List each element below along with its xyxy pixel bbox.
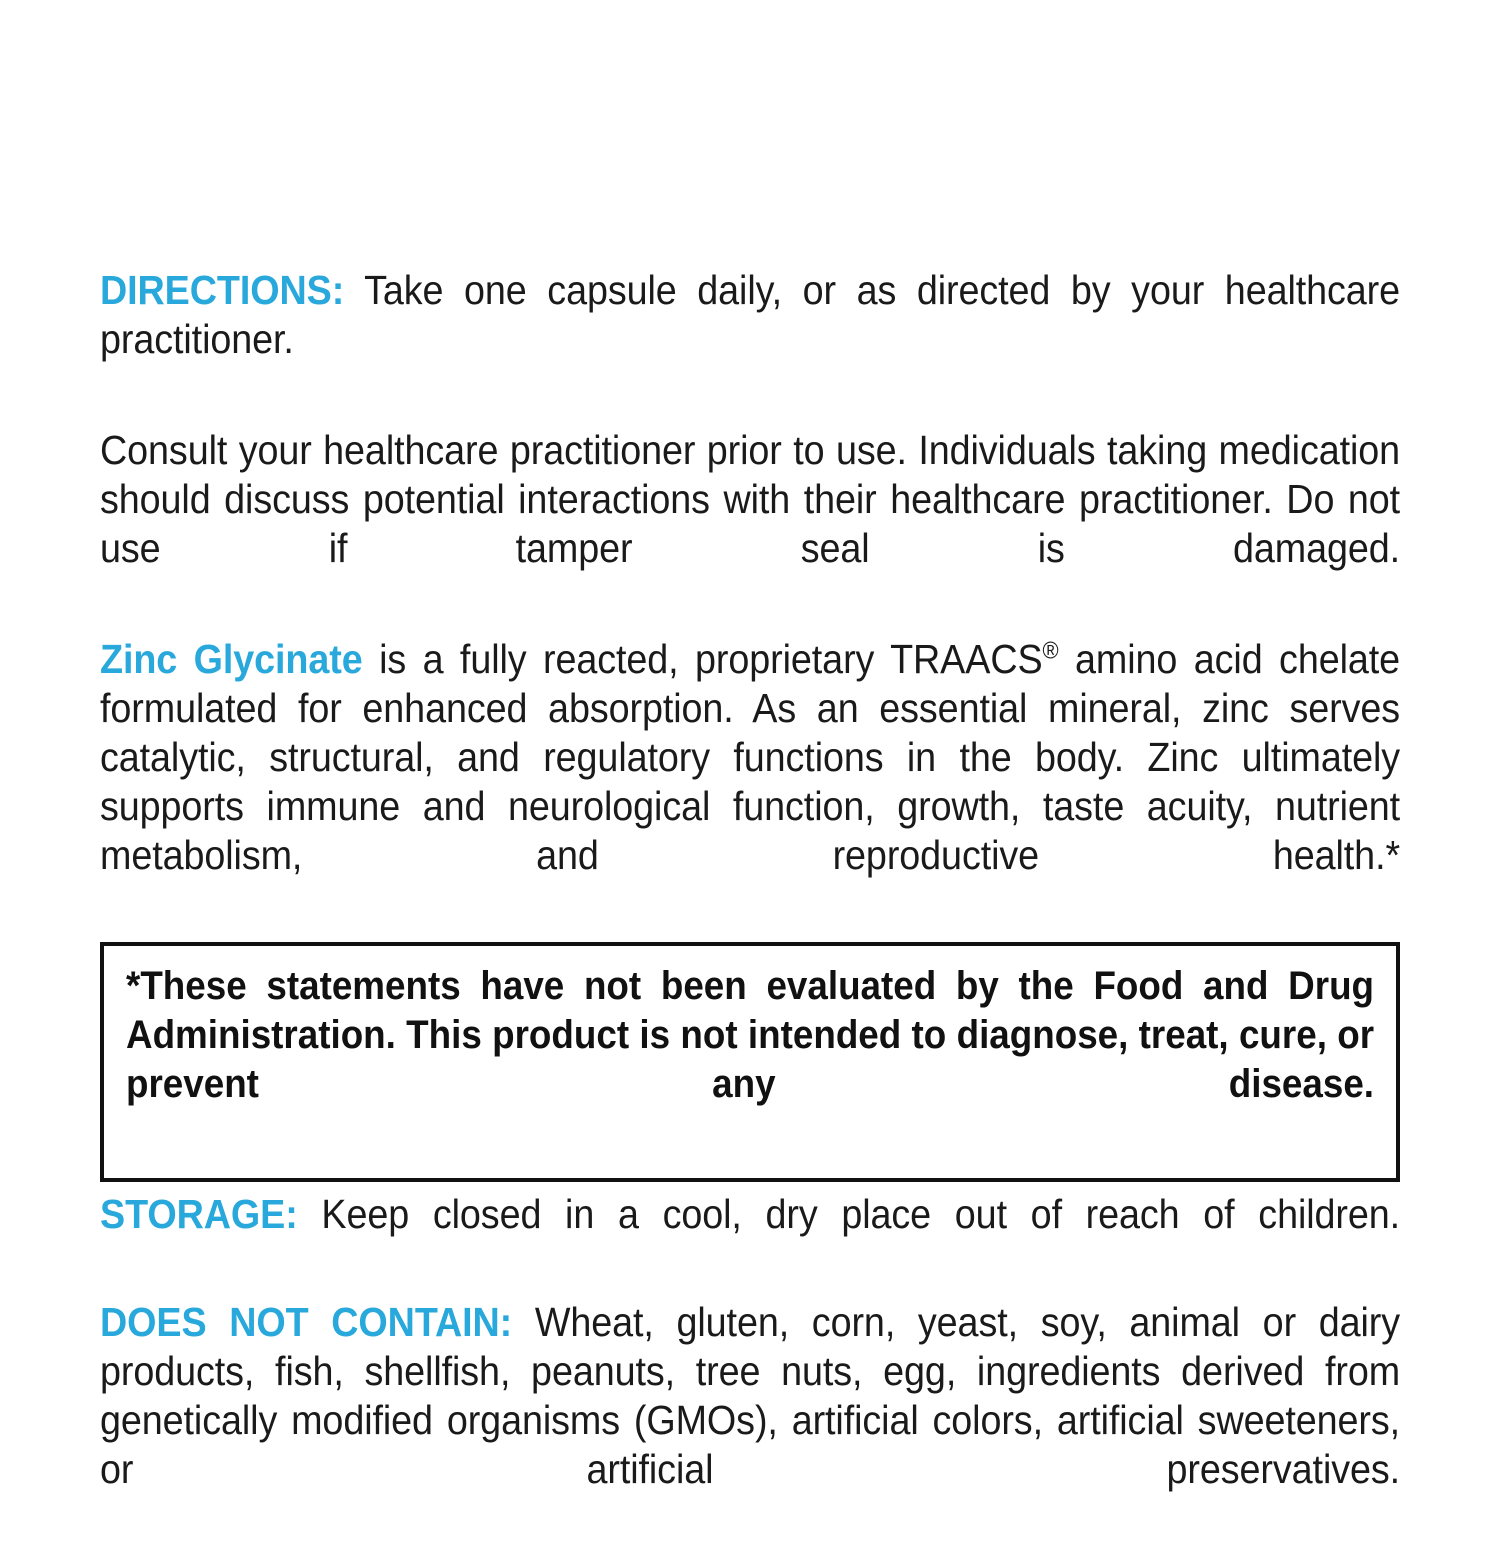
storage-body: Keep closed in a cool, dry place out of reach of children. [321, 1191, 1401, 1237]
ingredient-description-part-2: amino acid chelate formulated for enhanced absorption. As an essential mineral, zinc serves catalytic, structural, and regulatory functions in the body. Zinc ultimately supports immune and neurological function, growth, taste acuity, nutrient metabolism, and reproductive health.* [100, 636, 1401, 878]
does-not-contain-section [100, 1298, 1400, 1543]
does-not-contain-body: Wheat, gluten, corn, yeast, soy, animal or dairy products, fish, shellfish, peanuts, tree nuts, egg, ingredients derived from genetically modified organisms (GMOs), artificial colors, artificial sweeteners, or artificial preservatives. [100, 1299, 1401, 1492]
storage-heading: STORAGE: [100, 1191, 298, 1237]
storage-section [100, 1190, 1400, 1288]
directions-body: Take one capsule daily, or as directed by your healthcare practitioner. [100, 267, 1401, 362]
directions-section [100, 266, 1400, 413]
registered-trademark-icon: ® [1042, 637, 1059, 665]
consult-warning-section [100, 426, 1400, 622]
ingredient-description-part-1: is a fully reacted, proprietary TRAACS [362, 636, 1043, 682]
fda-disclaimer-text: *These statements have not been evaluated by the Food and Drug Administration. This product is not intended to diagnose, treat, cure, or prevent any disease. [126, 964, 1375, 1106]
does-not-contain-heading: DOES NOT CONTAIN: [100, 1299, 513, 1345]
supplement-label-panel [100, 266, 1400, 1543]
ingredient-description-section [100, 635, 1400, 929]
storage-body-wrap [298, 1191, 1400, 1237]
ingredient-name: Zinc Glycinate [100, 636, 363, 682]
consult-warning-body: Consult your healthcare practitioner prior to use. Individuals taking medication should discuss potential interactions with their healthcare practitioner. Do not use if tamper seal is damaged. [100, 427, 1401, 571]
directions-heading: DIRECTIONS: [100, 267, 345, 313]
fda-disclaimer-box [100, 942, 1400, 1182]
